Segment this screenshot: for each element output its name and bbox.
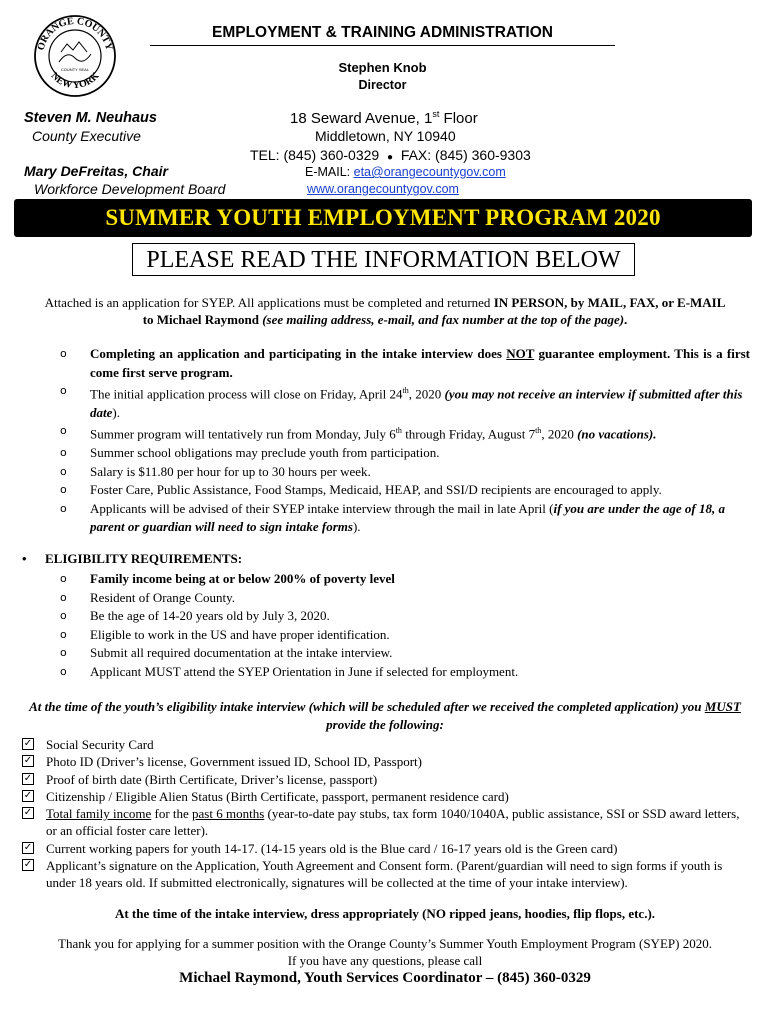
phone-number: TEL: (845) 360-0329	[250, 147, 380, 163]
list-item: o Family income being at or below 200% of poverty level	[60, 571, 395, 586]
board-chair-title: Workforce Development Board	[34, 181, 226, 197]
checkbox-icon: ✓	[23, 755, 33, 767]
checkbox-icon: ✓	[23, 859, 33, 871]
email-line: E-MAIL: eta@orangecountygov.com	[305, 165, 506, 179]
program-title: SUMMER YOUTH EMPLOYMENT PROGRAM 2020	[105, 205, 661, 230]
fax-number: FAX: (845) 360-9303	[400, 147, 531, 163]
email-link[interactable]: eta@orangecountygov.com	[353, 165, 506, 179]
checklist-item: ✓ Social Security Card	[23, 737, 154, 752]
website-link[interactable]: www.orangecountygov.com	[307, 182, 459, 196]
checkbox-icon: ✓	[23, 841, 33, 853]
bullet-icon: •	[22, 551, 27, 566]
svg-text:NEW YORK	[49, 70, 102, 91]
director-title: Director	[358, 78, 407, 92]
list-item: o Summer school obligations may preclude youth from participation.	[60, 445, 440, 461]
county-executive-name: Steven M. Neuhaus	[24, 110, 157, 126]
list-item: o Completing an application and participating in the intake interview does NOT guarantee employment. This is a first come first serve program.	[60, 346, 750, 380]
list-item: o Salary is $11.80 per hour for up to 30 hours per week.	[60, 463, 371, 479]
list-item: o Applicant MUST attend the SYEP Orientation in June if selected for employment.	[60, 663, 519, 679]
dress-code-notice: At the time of the intake interview, dress appropriately (NO ripped jeans, hoodies, flip flops, etc.).	[114, 906, 656, 921]
address-line-2: Middletown, NY 10940	[315, 128, 456, 144]
checkbox-icon: ✓	[23, 789, 33, 801]
list-item: o Eligible to work in the US and have proper identification.	[60, 626, 390, 642]
checkbox-icon: ✓	[23, 772, 33, 784]
checklist-item: ✓ Total family income for the past 6 months (year-to-date pay stubs, tax form 1040/1040A, public assistance, SSI or SSD award letters, or an official foster care letter).	[23, 806, 740, 839]
checklist-item: ✓ Applicant’s signature on the Application, Youth Agreement and Consent form. (Parent/guardian will need to sign forms if youth is under 18 years old. If submitted electronically, signatures will be collected at the time of your intake interview).	[23, 858, 723, 891]
intro-paragraph: Attached is an application for SYEP. All applications must be completed and returned IN PERSON, by MAIL, FAX, or E-MAIL to Michael Raymond (see mailing address, e-mail, and fax number at the top of the page).	[44, 295, 726, 327]
required-documents-checklist	[22, 736, 752, 892]
checklist-item: ✓ Current working papers for youth 14-17. (14-15 years old is the Blue card / 16-17 years old is the Green card)	[23, 840, 618, 856]
contact-line: Michael Raymond, Youth Services Coordinator – (845) 360-0329	[179, 970, 591, 986]
list-item: o The initial application process will close on Friday, April 24th, 2020 (you may not receive an interview if submitted after this date).	[60, 384, 743, 420]
director-name: Stephen Knob	[338, 60, 427, 75]
checklist-item: ✓ Proof of birth date (Birth Certificate, Driver’s license, passport)	[23, 771, 378, 787]
checkbox-icon: ✓	[23, 807, 33, 819]
county-seal	[33, 14, 117, 98]
seal-text-bottom: NEW YORK	[48, 70, 102, 92]
list-item: o Summer program will tentatively run from Monday, July 6th through Friday, August 7th, 2020 (no vacations).	[60, 424, 657, 442]
list-item: o Foster Care, Public Assistance, Food Stamps, Medicaid, HEAP, and SSI/D recipients are encouraged to apply.	[60, 482, 662, 498]
list-item: o Resident of Orange County.	[60, 589, 236, 605]
intake-requirements-note: At the time of the youth’s eligibility intake interview (which will be scheduled after we received the completed application) you MUST provide the following:	[29, 699, 741, 732]
list-item: o Applicants will be advised of their SYEP intake interview through the mail in late April (if you are under the age of 18, a parent or guardian will need to sign intake forms).	[60, 500, 725, 535]
read-info-banner: PLEASE READ THE INFORMATION BELOW	[132, 243, 635, 276]
header-divider	[150, 45, 615, 46]
program-info-list	[60, 345, 750, 537]
board-chair-name: Mary DeFreitas, Chair	[24, 163, 168, 179]
seal-text-top: ORANGE COUNTY	[35, 15, 115, 52]
list-item: o Be the age of 14-20 years old by July 3, 2020.	[60, 608, 330, 623]
seal-center-text: COUNTY SEAL	[60, 67, 90, 72]
eligibility-list	[60, 570, 750, 681]
agency-title: EMPLOYMENT & TRAINING ADMINISTRATION	[212, 24, 553, 41]
checkbox-icon: ✓	[23, 738, 33, 749]
county-executive-title: County Executive	[32, 128, 141, 144]
eligibility-heading: • ELIGIBILITY REQUIREMENTS:	[22, 551, 243, 566]
website-line	[307, 182, 459, 196]
thank-you-text: Thank you for applying for a summer position with the Orange County’s Summer Youth Employment Program (SYEP) 2020. If you have any questions, please call	[58, 936, 712, 968]
checklist-item: ✓ Citizenship / Eligible Alien Status (Birth Certificate, passport, permanent residence card)	[23, 788, 509, 804]
checklist-item: ✓ Photo ID (Driver’s license, Government issued ID, School ID, Passport)	[23, 754, 422, 770]
address-line-1: 18 Seward Avenue, 1st Floor	[290, 109, 478, 127]
list-item: o Submit all required documentation at the intake interview.	[60, 645, 393, 660]
phone-fax-line: TEL: (845) 360-0329 ● FAX: (845) 360-9303	[250, 147, 531, 163]
